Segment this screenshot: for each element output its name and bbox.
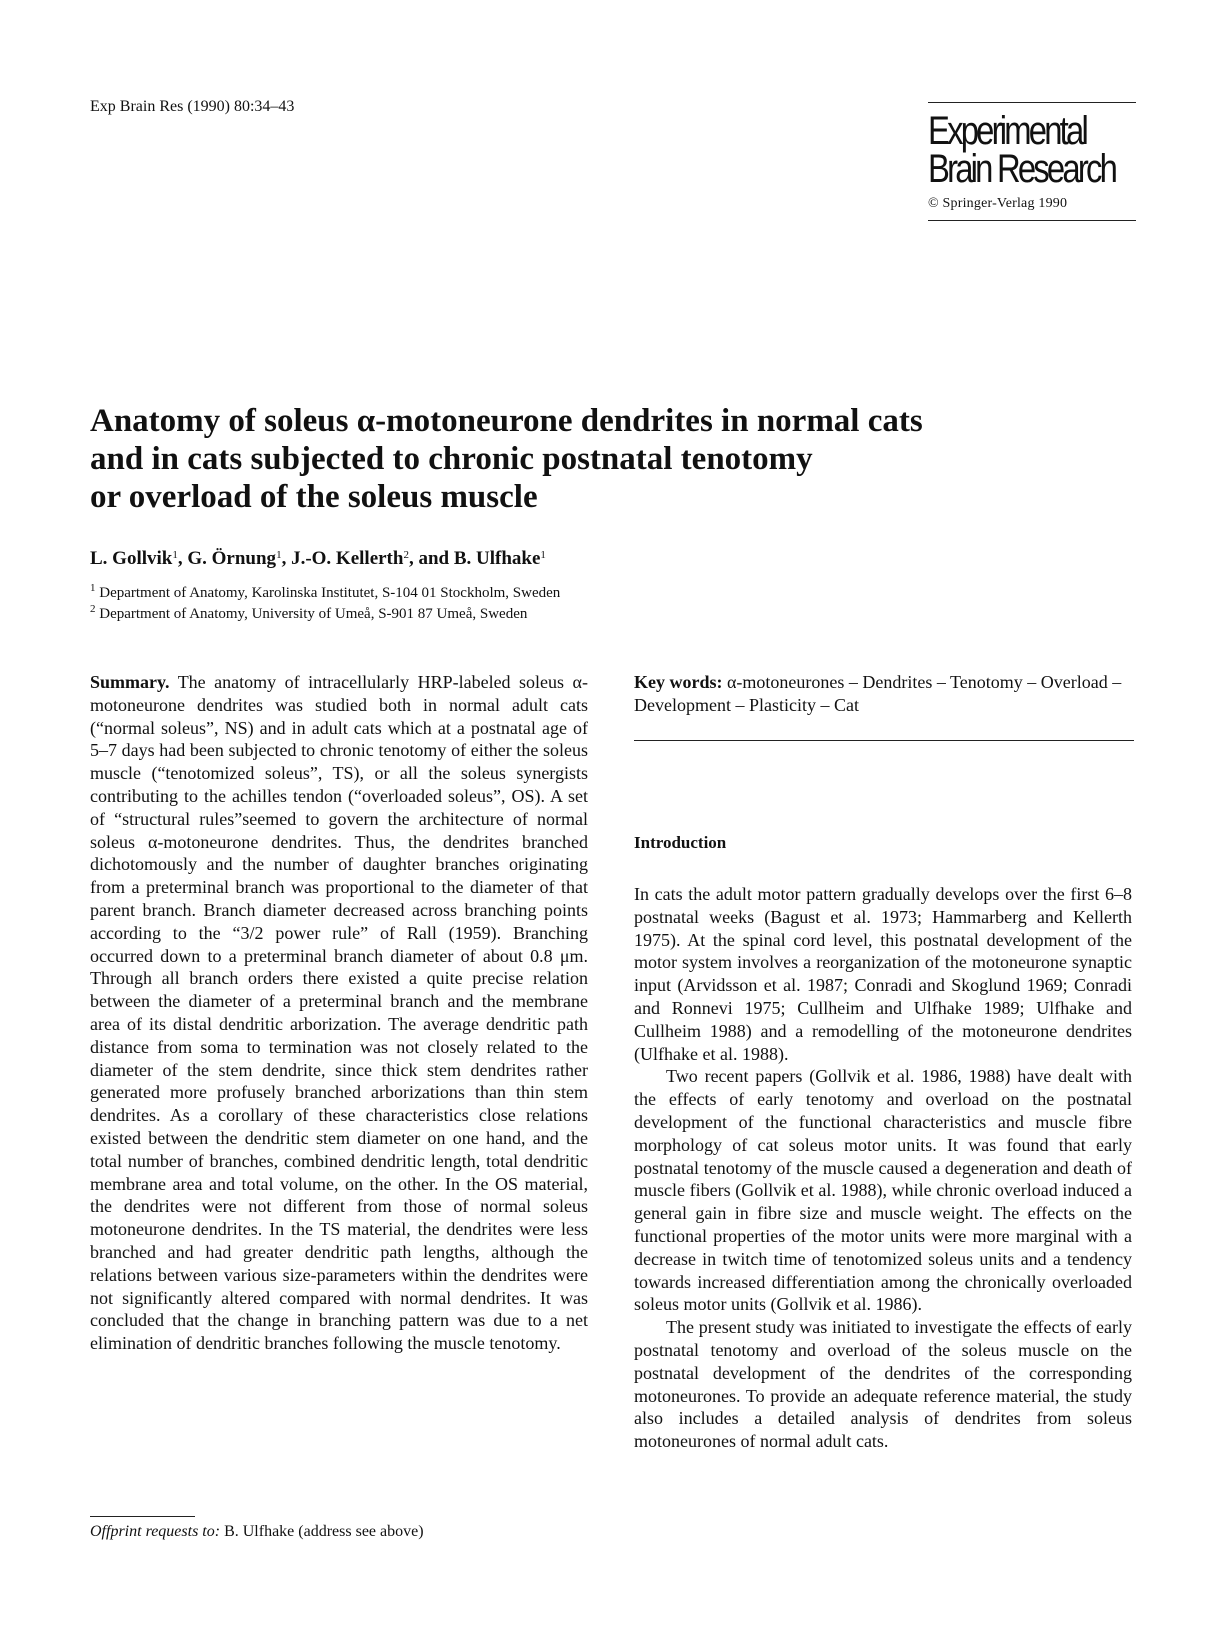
author-list	[90, 548, 546, 570]
author-separator: , and	[408, 548, 454, 569]
journal-name-line-1: Experimental	[928, 109, 1086, 153]
keywords-paragraph	[634, 671, 1134, 717]
affiliation-number: 2	[90, 603, 96, 615]
author-affiliation-mark: 2	[403, 549, 409, 561]
footnote-text: B. Ulfhake (address see above)	[224, 1523, 424, 1540]
title-line: or overload of the soleus muscle	[90, 479, 538, 515]
footnote-lead: Offprint requests to:	[90, 1523, 221, 1540]
affiliation-number: 1	[90, 582, 96, 594]
footnote-rule	[90, 1516, 195, 1517]
introduction-body	[634, 883, 1132, 1453]
author-separator: ,	[177, 548, 188, 569]
author-name: G. Örnung	[187, 548, 277, 569]
summary-heading: Summary.	[90, 672, 170, 692]
author-name: L. Gollvik	[90, 548, 173, 569]
affiliation	[90, 603, 527, 623]
intro-paragraph: Two recent papers (Gollvik et al. 1986, 1988) have dealt with the effects of early tenotomy and overload on the postnatal development of the functional characteristics and muscle fibre morphology of cat soleus motor units. It was found that early postnatal tenotomy of the muscle caused a degeneration and death of muscle fibers (Gollvik et al. 1988), while chronic overload induced a general gain in fibre size and muscle weight. The effects on the functional properties of the motor units were more marginal with a decrease in twitch time of tenotomized soleus units and a tendency towards increased differentiation among the chronically overloaded soleus motor units (Gollvik et al. 1986).	[634, 1066, 1132, 1315]
introduction-heading: Introduction	[634, 833, 727, 852]
journal-masthead	[928, 102, 1136, 221]
journal-name	[928, 109, 1116, 191]
article-title	[90, 402, 1110, 516]
summary-text: The anatomy of intracellularly HRP-labeled soleus α-motoneurone dendrites was studied both in normal adult cats (“normal soleus”, NS) and in adult cats which at a postnatal age of 5–7 days had been subjected to chronic tenotomy of either the soleus muscle (“tenotomized soleus”, TS), or all the soleus synergists contributing to the achilles tendon (“overloaded soleus”, OS). A set of “structural rules”seemed to govern the architecture of normal soleus α-motoneurone dendrites. Thus, the dendrites branched dichotomously and the number of daughter branches originating from a preterminal branch was proportional to the diameter of that parent branch. Branch diameter decreased across branching points according to the “3/2 power rule” of Rall (1959). Branching occurred down to a preterminal branch diameter of about 0.8 μm. Through all branch orders there existed a quite precise relation between the diameter of a preterminal branch and the membrane area of its distal dendritic arborization. The average dendritic path distance from soma to termination was not closely related to the diameter of the stem dendrite, since thick stem dendrites rather generated more profusely branched arborizations than thin stem dendrites. As a corollary of these characteristics close relations existed between the dendritic stem diameter on one hand, and the total number of branches, combined dendritic length, total dendritic membrane area and total volume, on the other. In the OS material, the dendrites were not different from those of normal soleus motoneurone dendrites. In the TS material, the dendrites were less branched and had greater dendritic path lengths, although the relations between various size-parameters within the dendrites were not significantly altered compared with normal dendrites. It was concluded that the change in branching pattern was due to a net elimination of dendritic branches following the muscle tenotomy.	[90, 672, 588, 1354]
author-name: B. Ulfhake	[453, 548, 541, 569]
copyright-notice: © Springer-Verlag 1990	[928, 196, 1068, 211]
title-line: Anatomy of soleus α-motoneurone dendrites in normal cats	[90, 403, 923, 439]
masthead-rule-bottom	[928, 220, 1136, 221]
title-line: and in cats subjected to chronic postnatal tenotomy	[90, 441, 813, 477]
journal-citation: Exp Brain Res (1990) 80:34–43	[90, 98, 295, 115]
summary-paragraph	[90, 671, 588, 1355]
keywords-label: Key words:	[634, 672, 723, 692]
journal-name-line-2: Brain Research	[928, 147, 1116, 191]
offprint-footnote	[90, 1523, 424, 1541]
summary-section	[90, 671, 588, 1355]
keywords-rule	[634, 740, 1134, 741]
author-affiliation-mark: 1	[276, 549, 282, 561]
author-affiliation-mark: 1	[540, 549, 546, 561]
author-name: J.-O. Kellerth	[291, 548, 404, 569]
author-separator: ,	[281, 548, 292, 569]
intro-paragraph: In cats the adult motor pattern gradually develops over the first 6–8 postnatal weeks (Bagust et al. 1973; Hammarberg and Kellerth 1975). At the spinal cord level, this postnatal development of the motor system involves a reorganization of the motoneurone synaptic input (Arvidsson et al. 1987; Conradi and Skoglund 1969; Conradi and Ronnevi 1975; Cullheim and Ulfhake 1989; Ulfhake and Cullheim 1988) and a remodelling of the motoneurone dendrites (Ulfhake et al. 1988).	[634, 884, 1132, 1064]
affiliation	[90, 582, 560, 602]
affiliation-text: Department of Anatomy, Karolinska Institutet, S-104 01 Stockholm, Sweden	[99, 585, 561, 601]
keywords-text: α-motoneurones – Dendrites – Tenotomy – Overload – Development – Plasticity – Cat	[634, 672, 1122, 715]
affiliation-text: Department of Anatomy, University of Umeå, S-901 87 Umeå, Sweden	[99, 606, 528, 622]
keywords-block	[634, 671, 1134, 717]
intro-paragraph: The present study was initiated to investigate the effects of early postnatal tenotomy and overload of the soleus muscle on the postnatal development of the dendrites of the corresponding motoneurones. To provide an adequate reference material, the study also includes a detailed analysis of dendrites from soleus motoneurones of normal adult cats.	[634, 1317, 1132, 1452]
masthead-rule-top	[928, 102, 1136, 103]
author-affiliation-mark: 1	[172, 549, 178, 561]
